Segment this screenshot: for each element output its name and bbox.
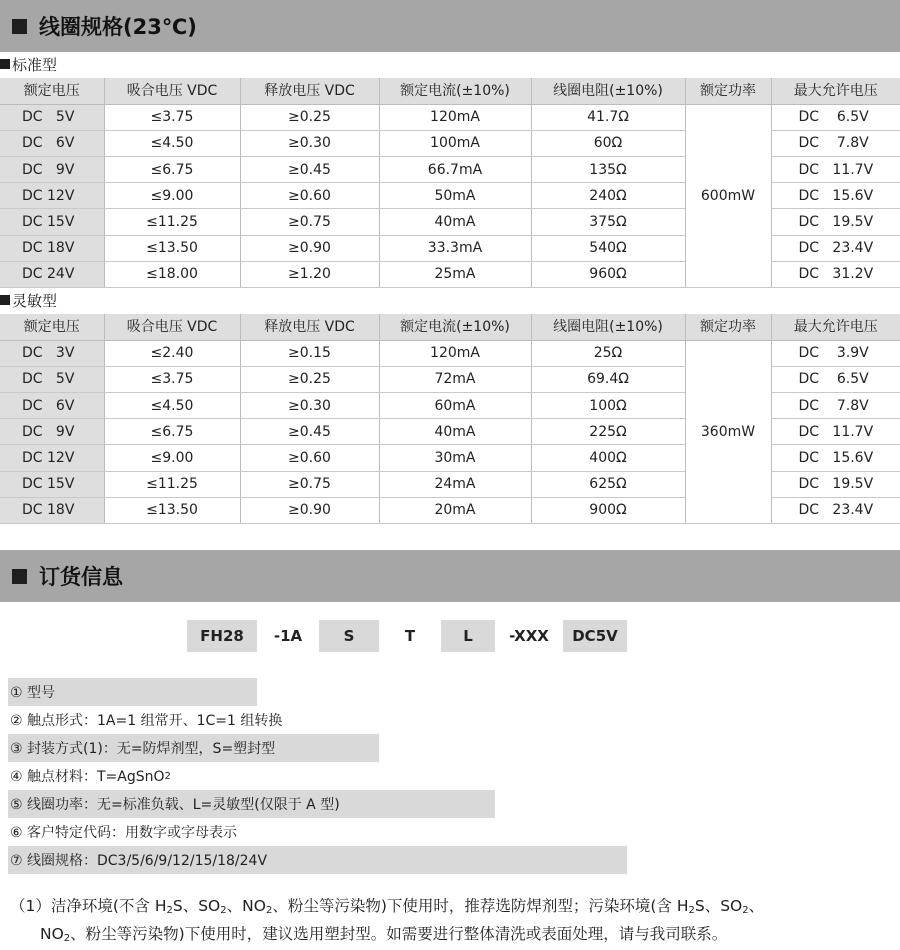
table-cell: DC 15.6V	[771, 445, 900, 471]
code-contact-form: -1A	[273, 627, 303, 645]
order-item-1: ① 型号	[8, 678, 257, 706]
table-cell: 24mA	[379, 471, 531, 497]
table-cell: DC 6V	[0, 393, 104, 419]
table-cell: 135Ω	[531, 157, 685, 183]
table-cell: DC 6.5V	[771, 366, 900, 392]
column-header: 额定电压	[0, 78, 104, 104]
column-header: 吸合电压 VDC	[104, 314, 240, 340]
table-cell: DC 12V	[0, 183, 104, 209]
note-line-1: （1）洁净环境(不含 $H_2S$、$SO_2$、$NO_2$、粉尘等污染物)下使用时，推荐选防焊剂型；污染环境(含 $H_2S$、$SO_2$、	[10, 897, 765, 916]
column-header: 释放电压 VDC	[240, 314, 379, 340]
table-cell: ≥0.90	[240, 235, 379, 261]
table-header-row	[0, 314, 900, 340]
table-cell: ≥0.15	[240, 340, 379, 366]
table-cell: ≤6.75	[104, 419, 240, 445]
table-cell: DC 18V	[0, 235, 104, 261]
table-cell: DC 19.5V	[771, 471, 900, 497]
table-cell: 100Ω	[531, 393, 685, 419]
table-cell: DC 23.4V	[771, 497, 900, 523]
column-header: 额定电压	[0, 314, 104, 340]
square-bullet-icon	[12, 19, 27, 34]
table-cell: ≤13.50	[104, 497, 240, 523]
code-model: FH28	[187, 620, 257, 652]
table-cell: 20mA	[379, 497, 531, 523]
table-cell: 540Ω	[531, 235, 685, 261]
column-header: 额定功率	[685, 314, 771, 340]
square-bullet-icon	[0, 59, 10, 69]
rated-power-cell: 360mW	[685, 340, 771, 523]
code-contact-material: T	[404, 627, 416, 645]
table-header-row	[0, 78, 900, 104]
table-cell: 72mA	[379, 366, 531, 392]
table-cell: DC 15V	[0, 209, 104, 235]
table-cell: 50mA	[379, 183, 531, 209]
table-cell: ≤13.50	[104, 235, 240, 261]
table-cell: ≤3.75	[104, 366, 240, 392]
rated-power-cell: 600mW	[685, 104, 771, 287]
table-cell: DC 5V	[0, 104, 104, 130]
column-header: 额定功率	[685, 78, 771, 104]
sensitive-type-label	[0, 289, 57, 311]
subscript: 2	[164, 770, 171, 782]
table-cell: 66.7mA	[379, 157, 531, 183]
table-cell: DC 12V	[0, 445, 104, 471]
order-item-3: ③ 封装方式(1)：无=防焊剂型，S=塑封型	[8, 734, 379, 762]
column-header: 额定电流(±10%)	[379, 314, 531, 340]
table-cell: ≤6.75	[104, 157, 240, 183]
table-cell: 30mA	[379, 445, 531, 471]
table-cell: 41.7Ω	[531, 104, 685, 130]
code-coil-spec: DC5V	[563, 620, 627, 652]
table-cell: DC 3.9V	[771, 340, 900, 366]
coil-spec-title: 线圈规格(23℃)	[39, 15, 197, 39]
table-cell: ≤18.00	[104, 261, 240, 287]
table-cell: 60mA	[379, 393, 531, 419]
table-cell: ≥0.45	[240, 157, 379, 183]
table-cell: ≥0.60	[240, 445, 379, 471]
table-cell: 120mA	[379, 340, 531, 366]
table-cell: ≤11.25	[104, 471, 240, 497]
table-row	[0, 104, 900, 130]
table-cell: ≥0.60	[240, 183, 379, 209]
order-item-7: ⑦ 线圈规格：DC3/5/6/9/12/15/18/24V	[8, 846, 627, 874]
table-cell: 60Ω	[531, 130, 685, 156]
table-cell: DC 9V	[0, 157, 104, 183]
table-cell: DC 11.7V	[771, 157, 900, 183]
coil-spec-banner	[0, 0, 900, 52]
table-cell: 100mA	[379, 130, 531, 156]
order-item-4	[8, 762, 441, 790]
table-cell: DC 9V	[0, 419, 104, 445]
note-line-2: $NO_2$、粉尘等污染物)下使用时，建议选用塑封型。如需要进行整体清洗或表面处理，请与我司联系。	[40, 925, 728, 944]
table-cell: 40mA	[379, 209, 531, 235]
table-row	[0, 340, 900, 366]
table-cell: 960Ω	[531, 261, 685, 287]
column-header: 线圈电阻(±10%)	[531, 78, 685, 104]
table-cell: ≥0.90	[240, 497, 379, 523]
standard-type-label	[0, 53, 57, 75]
order-item-5: ⑤ 线圈功率：无=标准负载、L=灵敏型(仅限于 A 型)	[8, 790, 495, 818]
square-bullet-icon	[0, 295, 10, 305]
code-coil-power: L	[441, 620, 495, 652]
column-header: 吸合电压 VDC	[104, 78, 240, 104]
table-cell: 225Ω	[531, 419, 685, 445]
table-cell: 375Ω	[531, 209, 685, 235]
table-cell: DC 6V	[0, 130, 104, 156]
square-bullet-icon	[12, 569, 27, 584]
order-info-banner	[0, 550, 900, 602]
table-cell: 69.4Ω	[531, 366, 685, 392]
table-cell: DC 18V	[0, 497, 104, 523]
order-item-4-text: ④ 触点材料：T=AgSnO	[10, 769, 165, 785]
table-cell: ≤11.25	[104, 209, 240, 235]
table-cell: ≥0.25	[240, 104, 379, 130]
sensitive-coil-table	[0, 314, 900, 524]
table-cell: ≥0.25	[240, 366, 379, 392]
table-cell: DC 11.7V	[771, 419, 900, 445]
code-package: S	[319, 620, 379, 652]
standard-coil-table	[0, 78, 900, 288]
column-header: 线圈电阻(±10%)	[531, 314, 685, 340]
table-cell: ≤9.00	[104, 183, 240, 209]
table-cell: DC 3V	[0, 340, 104, 366]
table-cell: DC 15V	[0, 471, 104, 497]
table-cell: ≥0.75	[240, 471, 379, 497]
table-cell: ≥1.20	[240, 261, 379, 287]
column-header: 释放电压 VDC	[240, 78, 379, 104]
table-cell: DC 24V	[0, 261, 104, 287]
table-cell: ≥0.30	[240, 130, 379, 156]
table-cell: DC 7.8V	[771, 393, 900, 419]
table-cell: ≥0.75	[240, 209, 379, 235]
table-cell: 40mA	[379, 419, 531, 445]
table-cell: ≥0.30	[240, 393, 379, 419]
table-cell: DC 31.2V	[771, 261, 900, 287]
standard-type-text: 标准型	[12, 55, 58, 74]
table-cell: DC 19.5V	[771, 209, 900, 235]
table-cell: 240Ω	[531, 183, 685, 209]
table-cell: DC 6.5V	[771, 104, 900, 130]
column-header: 最大允许电压	[771, 314, 900, 340]
table-cell: ≤9.00	[104, 445, 240, 471]
table-cell: ≤4.50	[104, 130, 240, 156]
table-cell: DC 23.4V	[771, 235, 900, 261]
order-info-title: 订货信息	[39, 565, 123, 589]
table-cell: DC 7.8V	[771, 130, 900, 156]
table-cell: ≤3.75	[104, 104, 240, 130]
sensitive-type-text: 灵敏型	[12, 291, 58, 310]
table-cell: 33.3mA	[379, 235, 531, 261]
table-cell: DC 15.6V	[771, 183, 900, 209]
table-cell: 120mA	[379, 104, 531, 130]
table-cell: 625Ω	[531, 471, 685, 497]
table-cell: 25Ω	[531, 340, 685, 366]
order-item-6: ⑥ 客户特定代码：用数字或字母表示	[10, 825, 238, 841]
table-cell: 400Ω	[531, 445, 685, 471]
order-item-2: ② 触点形式：1A=1 组常开、1C=1 组转换	[10, 713, 283, 729]
table-cell: 900Ω	[531, 497, 685, 523]
table-cell: 25mA	[379, 261, 531, 287]
table-cell: ≥0.45	[240, 419, 379, 445]
column-header: 最大允许电压	[771, 78, 900, 104]
code-customer: -XXX	[509, 627, 549, 645]
table-cell: DC 5V	[0, 366, 104, 392]
column-header: 额定电流(±10%)	[379, 78, 531, 104]
table-cell: ≤4.50	[104, 393, 240, 419]
table-cell: ≤2.40	[104, 340, 240, 366]
